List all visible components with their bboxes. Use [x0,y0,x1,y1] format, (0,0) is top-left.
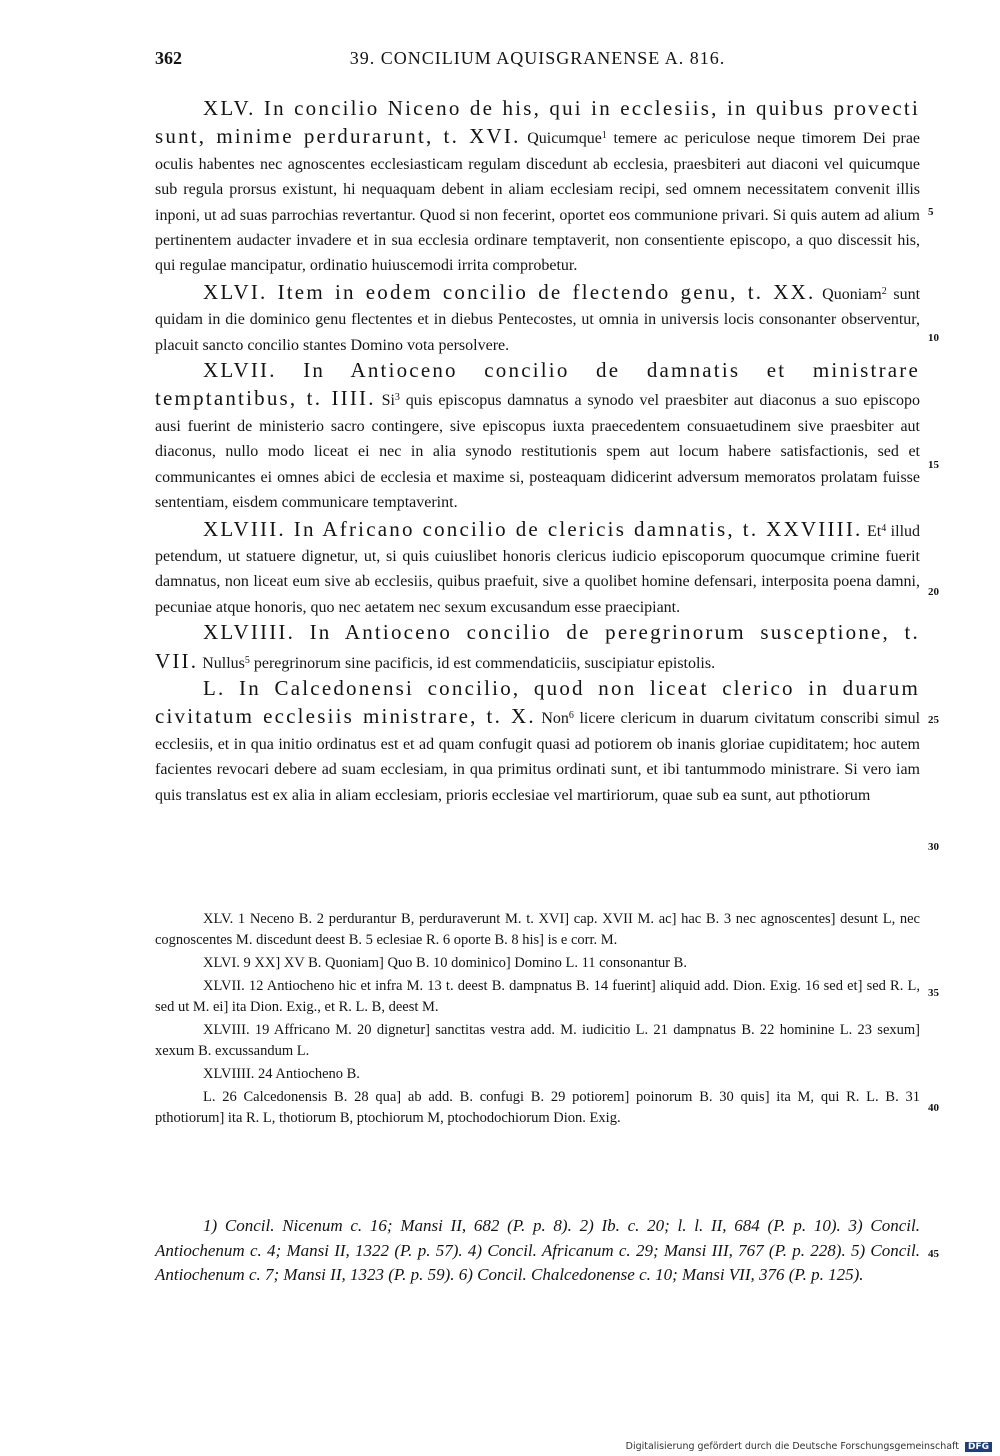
line-number: 45 [928,1248,939,1260]
dfg-logo: DFG [965,1442,992,1452]
footnote-ref: 1 [601,130,607,142]
apparatus-entry: XLVII. 12 Antiocheno hic et infra M. 13 t. deest B. dampnatus B. 14 fuerint] aliquid add. Dion. Exig. 16 sed et] sed R. L, sed ut M. ei] ita Dion. Exig., et R. L. B, deest M. [155,978,920,1015]
line-number: 20 [928,586,939,598]
section-lead: Quoniam [822,285,882,303]
digitization-credit [626,1441,992,1452]
section-body: quis episcopus damnatus a synodo vel praesbiter aut diaconus a suo episcopo ausi fuerint de ministerio sacro contingere, sive episcopus iuxta praecedentem consuaetudinem sive praesbiter aut diaconus, nullo modo liceat ei nec in alia synodo restitutionis spem aut locum habere satisfactionis, sed et communicantes ei omnes abici de ecclesia et maxime si, posteaquam didicerint adversum memoratos prolatam fuisse sententiam, eisdem communicare temptaverint. [155,392,921,512]
section-heading: XLVIIII. In Antioceno concilio de peregrinorum susceptione, t. VII. [155,620,920,673]
section-lead: Nullus [202,654,245,672]
section-body: peregrinorum sine pacificis, id est commendaticiis, suscipiatur epistolis. [253,654,716,672]
page-number: 362 [155,48,182,68]
footnote-ref: 5 [244,654,250,666]
section-body: illud petendum, ut statuere dignetur, ut, si quis cuiuslibet honoris clericus iudicio episcoporum quocumque crimine fuerit damnatus, non liceat eum sive ab ecclesiis, quibus praefuit, sive a quolibet homine defensari, interposita poena damni, pecuniae atque honoris, quo nec aetatem nec sexum excusandum esse praecipiant. [155,522,921,616]
section-xlviiii [155,620,920,676]
line-number: 25 [928,714,939,726]
section-heading: XLVIII. In Africano concilio de clericis damnatis, t. XXVIIII. [203,516,863,541]
section-heading: XLVII. In Antioceno concilio de damnatis et ministrare temptantibus, t. IIII. [155,358,920,411]
line-number: 5 [928,206,934,218]
apparatus-entry: L. 26 Calcedonensis B. 28 qua] ab add. B. confugi B. 29 potiorem] poinorum B. 30 quis] ita M, qui R. L. B. 31 pthotiorum] ita R. L, thotiorum B, ptochiorum M, ptochodochiorum Dion. Exig. [155,1089,920,1126]
section-body: temere ac periculose neque timorem Dei prae oculis habentes nec agnoscentes ecclesiasticam regulam discedunt ab ecclesia, praesbiteri aut diaconi vel quicumque sub regula prorsus existunt, hi nequaquam debent in aliam ecclesiam recipi, sed omnem necessitatem convenit illis inponi, ut ad suas parrochias revertantur. Quod si non fecerint, oportet eos communione privari. Si quis autem ad alium pertinentem audacter invadere et in sua ecclesia ordinare temptaverit, non consentiente episcopo, a quo discessit his, qui regulae mancipatur, ordinatio huiuscemodi irrita comprobetur. [155,130,921,275]
section-lead: Et [866,522,882,540]
apparatus-entry: XLV. 1 Neceno B. 2 perdurantur B, perduraverunt M. t. XVI] cap. XVII M. ac] hac B. 3 nec agnoscentes] desunt L, nec cognoscentes M. discedunt deest B. 5 eclesiae R. 6 oporte B. 8 his] is e corr. M. [155,911,920,948]
line-number: 35 [928,987,939,999]
apparatus-entry: XLVIII. 19 Affricano M. 20 dignetur] sanctitas vestra add. M. iudicitio L. 21 dampnatus B. 22 hominine L. 23 sexum] xexum B. excussandum L. [155,1022,920,1059]
line-number: 15 [928,459,939,471]
main-text [155,96,920,808]
line-number: 10 [928,332,939,344]
section-lead: Quicumque [527,130,602,148]
section-body: licere clericum in duarum civitatum conscribi simul ecclesiis, et in qua initio ordinatus est et ad quam confugit quasi ad potiorem ob inanis gloriae cupiditatem; hoc autem facientes revocari debere ad suam ecclesiam, in qua primitus ordinati sunt, et ibi tantummodo ministrare. Si vero iam quis translatus est ex alia in aliam ecclesiam, prioris ecclesiae vel martiriorum, quae sub ea sunt, aut pthotiorum [155,710,921,804]
apparatus-entry: XLVIIII. 24 Antiocheno B. [203,1066,360,1082]
credit-text: Digitalisierung gefördert durch die Deutsche Forschungsgemeinschaft [625,1441,959,1452]
section-body: sunt quidam in die dominico genu flectentes et in diebus Pentecostes, ut omnia in universis locis consonanter observentur, placuit sancto concilio stantes Domino vota persolvere. [155,285,921,354]
footnote-ref: 3 [394,392,400,404]
section-xlvii [155,358,920,515]
section-lead: Non [541,710,569,728]
page-header [155,48,920,78]
section-xlv [155,96,920,279]
running-title: 39. CONCILIUM AQUISGRANENSE A. 816. [349,48,726,68]
footnote-ref: 4 [881,522,887,534]
section-lead: Si [381,392,395,410]
footnotes [155,1214,920,1288]
footnote-ref: 6 [568,710,574,722]
section-heading: XLVI. Item in eodem concilio de flectendo genu, t. XX. [203,279,816,304]
section-xlviii [155,516,920,621]
critical-apparatus [155,909,920,1131]
line-number: 30 [928,841,939,853]
section-heading: XLV. In concilio Niceno de his, qui in ecclesiis, in quibus provecti sunt, minime perdurarunt, t. XVI. [155,96,920,149]
section-heading: L. In Calcedonensi concilio, quod non liceat clerico in duarum civitatum ecclesiis ministrare, t. X. [155,675,920,729]
footnote-ref: 2 [881,285,887,297]
section-l [155,676,920,808]
section-xlvi [155,279,920,358]
line-number: 40 [928,1102,939,1114]
footnote-text: 1) Concil. Nicenum c. 16; Mansi II, 682 (P. p. 8). 2) Ib. c. 20; l. l. II, 684 (P. p. 10). 3) Concil. Antiochenum c. 4; Mansi II, 1322 (P. p. 57). 4) Concil. Africanum c. 29; Mansi III, 767 (P. p. 228). 5) Concil. Antiochenum c. 7; Mansi II, 1323 (P. p. 59). 6) Concil. Chalcedonense c. 10; Mansi VII, 376 (P. p. 125). [155,1216,920,1284]
apparatus-entry: XLVI. 9 XX] XV B. Quoniam] Quo B. 10 dominico] Domino L. 11 consonantur B. [203,955,687,971]
